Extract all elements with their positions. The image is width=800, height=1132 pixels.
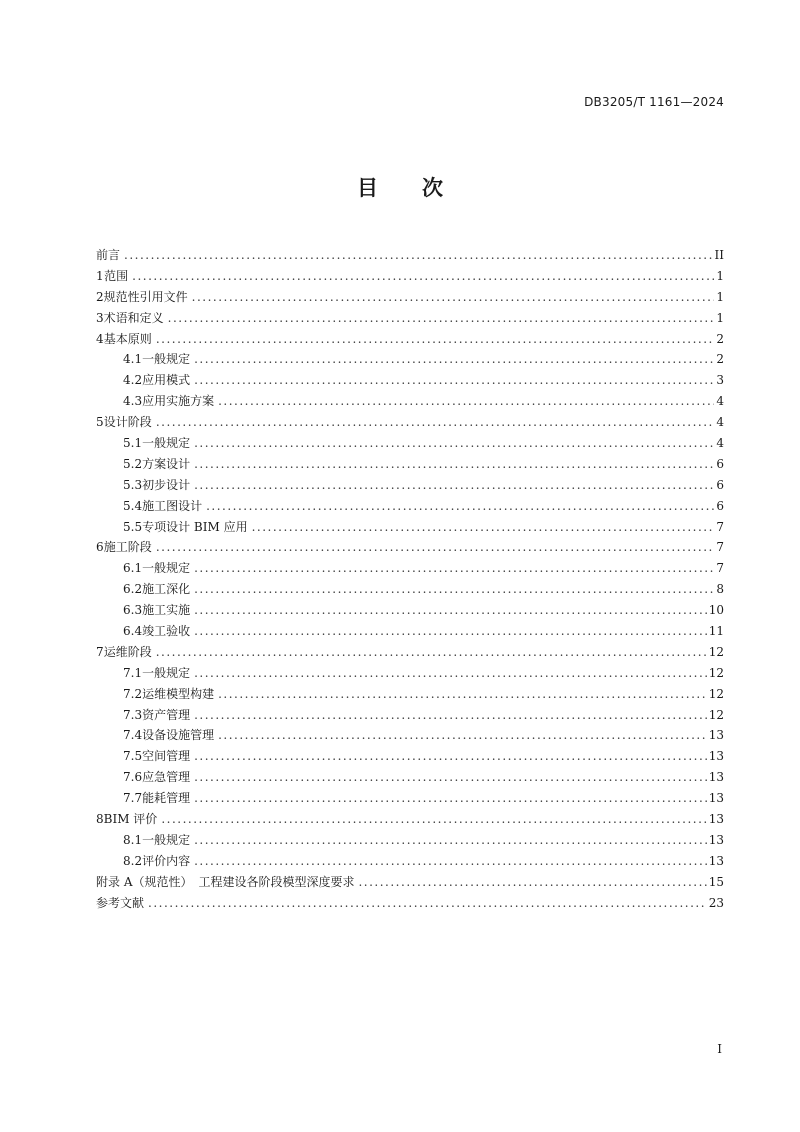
toc-entry[interactable]	[96, 266, 724, 287]
toc-entry-page: 2	[716, 331, 724, 346]
toc-leader-dots	[194, 475, 714, 496]
toc-subentry[interactable]	[96, 684, 724, 705]
toc-entry-label: 应用模式	[142, 373, 191, 388]
toc-leader-dots	[206, 496, 714, 517]
toc-subentry[interactable]	[96, 851, 724, 872]
toc-entry-page: 13	[708, 853, 724, 868]
toc-entry-label: 一般规定	[142, 561, 191, 576]
toc-entry-number: 5.4	[123, 498, 143, 513]
toc-entry-number: 5	[96, 415, 104, 430]
toc-entry-number: 6.1	[123, 561, 143, 576]
toc-leader-dots	[194, 600, 707, 621]
toc-entry-number: 7.3	[123, 707, 143, 722]
toc-entry[interactable]	[96, 642, 724, 663]
toc-leader-dots	[358, 872, 706, 893]
toc-entry-label: 施工图设计	[142, 498, 203, 513]
toc-entry-label: 术语和定义	[103, 310, 164, 325]
toc-entry-page: 13	[708, 832, 724, 847]
toc-entry-number: 1	[96, 268, 104, 283]
toc-entry-page: 13	[708, 812, 724, 827]
toc-entry-page: 6	[716, 456, 724, 471]
toc-entry-page: 6	[716, 498, 724, 513]
toc-leader-dots	[194, 705, 707, 726]
toc-subentry[interactable]	[96, 621, 724, 642]
toc-leader-dots	[218, 684, 707, 705]
toc-entry-number: 8.2	[123, 853, 143, 868]
toc-entry-label: 应用实施方案	[142, 394, 215, 409]
toc-entry-page: 2	[716, 352, 724, 367]
toc-entry-number: 5.3	[123, 477, 143, 492]
toc-entry[interactable]	[96, 329, 724, 350]
toc-subentry[interactable]	[96, 454, 724, 475]
toc-entry-number: 6.4	[123, 624, 143, 639]
toc-leader-dots	[218, 725, 707, 746]
toc-entry[interactable]	[96, 412, 724, 433]
toc-entry-page: 15	[708, 874, 724, 889]
toc-entry-label: 空间管理	[142, 749, 191, 764]
toc-leader-dots	[194, 621, 707, 642]
toc-subentry[interactable]	[96, 705, 724, 726]
toc-subentry[interactable]	[96, 788, 724, 809]
toc-entry[interactable]	[96, 893, 724, 914]
toc-subentry[interactable]	[96, 517, 724, 538]
toc-title	[0, 172, 800, 202]
toc-title-char-2: 次	[422, 176, 443, 200]
toc-entry-label: 初步设计	[142, 477, 191, 492]
toc-entry-label: 专项设计 BIM 应用	[142, 519, 248, 534]
toc-entry-page: 7	[716, 540, 724, 555]
toc-entry-page: 1	[716, 310, 724, 325]
toc-subentry[interactable]	[96, 370, 724, 391]
toc-entry-page: II	[714, 248, 724, 262]
toc-entry-page: 7	[716, 519, 724, 534]
toc-entry-label: 附录 A（规范性） 工程建设各阶段模型深度要求	[96, 874, 355, 889]
toc-entry-page: 4	[716, 415, 724, 430]
toc-entry-number: 7.6	[123, 770, 143, 785]
toc-entry-number: 4.1	[123, 352, 143, 367]
toc-entry-label: 一般规定	[142, 832, 191, 847]
toc-subentry[interactable]	[96, 475, 724, 496]
page-number: I	[717, 1042, 722, 1056]
toc-entry-page: 12	[708, 686, 724, 701]
toc-entry-label: 参考文献	[96, 895, 145, 910]
toc-entry-page: 13	[708, 749, 724, 764]
toc-leader-dots	[194, 579, 714, 600]
toc-entry-page: 4	[716, 394, 724, 409]
toc-leader-dots	[156, 642, 707, 663]
toc-entry-page: 12	[708, 665, 724, 680]
toc-entry-page: 13	[708, 770, 724, 785]
toc-leader-dots	[168, 308, 715, 329]
toc-entry-page: 10	[708, 603, 724, 618]
toc-leader-dots	[194, 746, 707, 767]
toc-entry[interactable]	[96, 308, 724, 329]
toc-subentry[interactable]	[96, 746, 724, 767]
toc-subentry[interactable]	[96, 830, 724, 851]
toc-subentry[interactable]	[96, 349, 724, 370]
toc-entry-label: 施工深化	[142, 582, 191, 597]
toc-subentry[interactable]	[96, 579, 724, 600]
toc-entry-number: 3	[96, 310, 104, 325]
toc-entry[interactable]	[96, 537, 724, 558]
toc-entry-page: 3	[716, 373, 724, 388]
toc-subentry[interactable]	[96, 767, 724, 788]
toc-leader-dots	[156, 537, 715, 558]
toc-entry-number: 6.3	[123, 603, 143, 618]
toc-entry-number: 6.2	[123, 582, 143, 597]
toc-entry-page: 23	[708, 895, 724, 910]
toc-leader-dots	[156, 412, 715, 433]
toc-entry-label: 方案设计	[142, 456, 191, 471]
toc-entry-label: 运维模型构建	[142, 686, 215, 701]
toc-entry[interactable]	[96, 287, 724, 308]
toc-leader-dots	[194, 370, 714, 391]
toc-entry-label: 能耗管理	[142, 791, 191, 806]
toc-entry-page: 12	[708, 644, 724, 659]
toc-entry-page: 12	[708, 707, 724, 722]
toc-entry-number: 8	[96, 812, 104, 827]
toc-leader-dots	[194, 433, 714, 454]
toc-leader-dots	[124, 245, 713, 266]
toc-entry-page: 13	[708, 728, 724, 743]
toc-entry-label: 规范性引用文件	[103, 289, 188, 304]
toc-leader-dots	[218, 391, 714, 412]
toc-entry-number: 7	[96, 644, 104, 659]
toc-entry-label: 设计阶段	[103, 415, 152, 430]
toc-subentry[interactable]	[96, 600, 724, 621]
toc-subentry[interactable]	[96, 725, 724, 746]
toc-entry-label: 前言	[96, 248, 121, 262]
toc-entry-label: 施工阶段	[103, 540, 152, 555]
toc-subentry[interactable]	[96, 391, 724, 412]
toc-entry-label: 施工实施	[142, 603, 191, 618]
toc-entry-number: 7.7	[123, 791, 143, 806]
toc-entry-number: 5.1	[123, 436, 143, 451]
toc-entry-number: 4.3	[123, 394, 143, 409]
toc-leader-dots	[194, 558, 714, 579]
toc-entry-number: 4	[96, 331, 104, 346]
toc-entry-page: 6	[716, 477, 724, 492]
toc-entry-label: 一般规定	[142, 352, 191, 367]
toc-entry-page: 8	[716, 582, 724, 597]
toc-entry-page: 1	[716, 289, 724, 304]
toc-entry-page: 13	[708, 791, 724, 806]
toc-leader-dots	[194, 454, 714, 475]
toc-entry-number: 7.4	[123, 728, 143, 743]
toc-entry-number: 6	[96, 540, 104, 555]
toc-subentry[interactable]	[96, 558, 724, 579]
toc-leader-dots	[148, 893, 707, 914]
toc-leader-dots	[156, 329, 715, 350]
toc-leader-dots	[252, 517, 715, 538]
table-of-contents	[96, 245, 724, 914]
toc-entry-label: 竣工验收	[142, 624, 191, 639]
toc-leader-dots	[194, 663, 707, 684]
document-code: DB3205/T 1161—2024	[584, 95, 724, 109]
toc-leader-dots	[194, 830, 707, 851]
toc-leader-dots	[194, 349, 714, 370]
toc-entry-number: 4.2	[123, 373, 143, 388]
toc-entry-number: 5.5	[123, 519, 143, 534]
toc-entry-page: 7	[716, 561, 724, 576]
toc-entry-page: 4	[716, 436, 724, 451]
toc-entry-label: 设备设施管理	[142, 728, 215, 743]
toc-leader-dots	[194, 788, 707, 809]
toc-subentry[interactable]	[96, 496, 724, 517]
toc-entry-number: 7.5	[123, 749, 143, 764]
toc-entry[interactable]	[96, 245, 724, 266]
toc-leader-dots	[194, 767, 707, 788]
toc-leader-dots	[161, 809, 706, 830]
toc-leader-dots	[192, 287, 715, 308]
toc-entry-label: 应急管理	[142, 770, 191, 785]
toc-entry-number: 8.1	[123, 832, 143, 847]
toc-entry-label: 资产管理	[142, 707, 191, 722]
toc-entry-label: 一般规定	[142, 436, 191, 451]
toc-entry-label: 范围	[104, 268, 129, 283]
toc-leader-dots	[194, 851, 707, 872]
toc-leader-dots	[132, 266, 714, 287]
toc-entry[interactable]	[96, 809, 724, 830]
toc-entry-number: 7.1	[123, 665, 143, 680]
toc-entry-number: 2	[96, 289, 104, 304]
toc-subentry[interactable]	[96, 433, 724, 454]
toc-entry-label: BIM 评价	[103, 812, 158, 827]
toc-entry-page: 1	[716, 268, 724, 283]
toc-subentry[interactable]	[96, 663, 724, 684]
toc-entry-label: 运维阶段	[103, 644, 152, 659]
toc-entry-label: 一般规定	[142, 665, 191, 680]
toc-title-char-1: 目	[357, 176, 378, 200]
toc-entry[interactable]	[96, 872, 724, 893]
toc-entry-number: 5.2	[123, 456, 143, 471]
toc-entry-label: 评价内容	[142, 853, 191, 868]
toc-entry-number: 7.2	[123, 686, 143, 701]
toc-entry-label: 基本原则	[103, 331, 152, 346]
toc-entry-page: 11	[708, 624, 724, 639]
